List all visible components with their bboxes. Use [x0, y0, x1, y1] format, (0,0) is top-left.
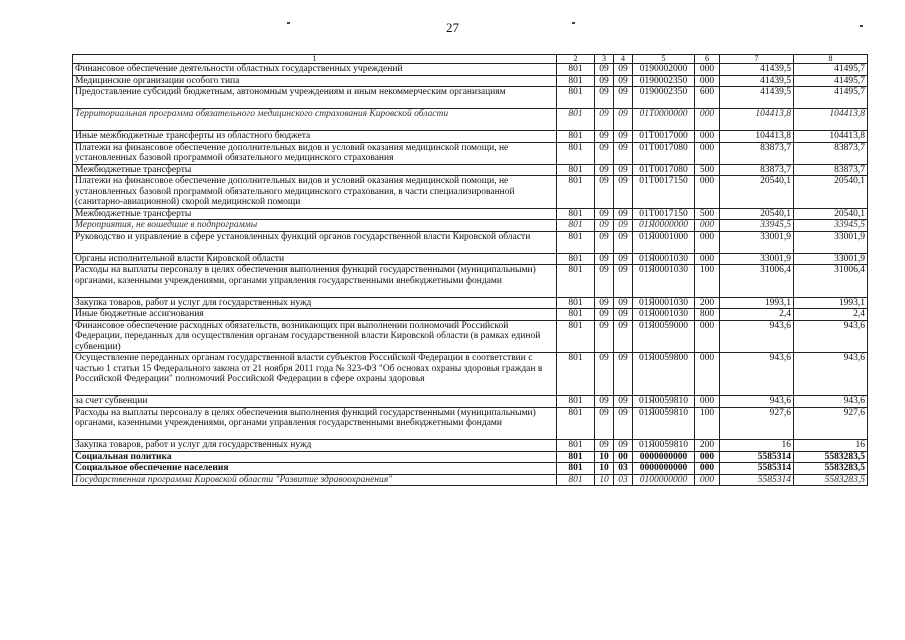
expense-type-cell: 100: [695, 265, 720, 298]
row-name-cell: Расходы на выплаты персоналу в целях обеспечения выполнения функций государственными (муниципальными) органами, казенными учреждениями, органами управления государственными внебюджетными фондами: [73, 407, 557, 440]
row-name-cell: Межбюджетные трансферты: [73, 208, 557, 220]
expense-type-cell: 000: [695, 220, 720, 232]
amount-year1-cell: 33945,5: [720, 220, 794, 232]
row-name-cell: Платежи на финансовое обеспечение дополнительных видов и условий оказания медицинской помощи, не установленных базовой программой обязательного медицинского страхования: [73, 142, 557, 164]
page-number: 27: [446, 20, 459, 35]
row-name-cell: Закупка товаров, работ и услуг для государственных нужд: [73, 297, 557, 309]
expense-type-cell: 000: [695, 253, 720, 265]
column-header: 5: [633, 55, 695, 64]
row-name-cell: за счет субвенции: [73, 396, 557, 408]
amount-year1-cell: 41439,5: [720, 75, 794, 87]
subsection-code-cell: 09: [614, 142, 633, 164]
amount-year2-cell: 41495,7: [794, 64, 868, 76]
row-name-cell: Территориальная программа обязательного медицинского страхования Кировской области: [73, 109, 557, 131]
column-header: 3: [595, 55, 614, 64]
amount-year1-cell: 41439,5: [720, 87, 794, 109]
subsection-code-cell: 09: [614, 176, 633, 209]
amount-year1-cell: 1993,1: [720, 297, 794, 309]
amount-year2-cell: 83873,7: [794, 164, 868, 176]
section-code-cell: 09: [595, 353, 614, 396]
row-name-cell: Иные бюджетные ассигнования: [73, 309, 557, 321]
amount-year2-cell: 31006,4: [794, 265, 868, 298]
table-row: [73, 353, 868, 396]
department-code-cell: 801: [557, 463, 595, 475]
section-code-cell: 09: [595, 297, 614, 309]
target-article-cell: 01T0017150: [633, 176, 695, 209]
scan-dot: [287, 22, 290, 24]
amount-year1-cell: 41439,5: [720, 64, 794, 76]
section-code-cell: 10: [595, 451, 614, 463]
amount-year1-cell: 943,6: [720, 396, 794, 408]
target-article-cell: 01Я0059810: [633, 407, 695, 440]
subsection-code-cell: 09: [614, 297, 633, 309]
table-body: [73, 55, 868, 486]
subsection-code-cell: 03: [614, 474, 633, 486]
amount-year1-cell: 5585314: [720, 451, 794, 463]
section-code-cell: 10: [595, 474, 614, 486]
amount-year1-cell: 943,6: [720, 320, 794, 353]
department-code-cell: 801: [557, 208, 595, 220]
target-article-cell: 01Я0059810: [633, 396, 695, 408]
department-code-cell: 801: [557, 353, 595, 396]
amount-year1-cell: 943,6: [720, 353, 794, 396]
expense-type-cell: 000: [695, 64, 720, 76]
section-code-cell: 09: [595, 440, 614, 452]
subsection-code-cell: 09: [614, 253, 633, 265]
amount-year2-cell: 5583283,5: [794, 474, 868, 486]
amount-year2-cell: 20540,1: [794, 176, 868, 209]
subsection-code-cell: 03: [614, 463, 633, 475]
column-header: 2: [557, 55, 595, 64]
row-name-cell: Руководство и управление в сфере установленных функций органов государственной власти Кировской области: [73, 231, 557, 253]
subsection-code-cell: 09: [614, 407, 633, 440]
target-article-cell: 01T0017080: [633, 142, 695, 164]
amount-year2-cell: 943,6: [794, 353, 868, 396]
section-code-cell: 09: [595, 176, 614, 209]
target-article-cell: 01T0000000: [633, 109, 695, 131]
subsection-code-cell: 09: [614, 164, 633, 176]
section-code-cell: 09: [595, 396, 614, 408]
subsection-code-cell: 09: [614, 220, 633, 232]
row-name-cell: Социальная политика: [73, 451, 557, 463]
amount-year2-cell: 5583283,5: [794, 463, 868, 475]
subsection-code-cell: 00: [614, 451, 633, 463]
column-header: 8: [794, 55, 868, 64]
section-code-cell: 09: [595, 320, 614, 353]
row-name-cell: Органы исполнительной власти Кировской области: [73, 253, 557, 265]
amount-year2-cell: 943,6: [794, 396, 868, 408]
row-name-cell: Осуществление переданных органам государственной власти субъектов Российской Федерации в соответствии с частью 1 статьи 15 Федерального закона от 21 ноября 2011 года № 323-ФЗ "Об основах охраны здоровья граждан в Российской Федерации" полномочий Российской Федерации в сфере охраны здоровья: [73, 353, 557, 396]
expense-type-cell: 200: [695, 297, 720, 309]
column-header: 7: [720, 55, 794, 64]
subsection-code-cell: 09: [614, 265, 633, 298]
table-row: [73, 407, 868, 440]
row-name-cell: Финансовое обеспечение деятельности областных государственных учреждений: [73, 64, 557, 76]
table-row: [73, 253, 868, 265]
amount-year2-cell: 1993,1: [794, 297, 868, 309]
amount-year1-cell: 33001,9: [720, 231, 794, 253]
expense-type-cell: 000: [695, 75, 720, 87]
expense-type-cell: 000: [695, 463, 720, 475]
expense-type-cell: 000: [695, 451, 720, 463]
table-row: [73, 440, 868, 452]
amount-year1-cell: 31006,4: [720, 265, 794, 298]
amount-year2-cell: 5583283,5: [794, 451, 868, 463]
target-article-cell: 01Я0000000: [633, 220, 695, 232]
amount-year1-cell: 927,6: [720, 407, 794, 440]
amount-year2-cell: 83873,7: [794, 142, 868, 164]
row-name-cell: Социальное обеспечение населения: [73, 463, 557, 475]
department-code-cell: 801: [557, 320, 595, 353]
subsection-code-cell: 09: [614, 440, 633, 452]
amount-year2-cell: 33001,9: [794, 231, 868, 253]
department-code-cell: 801: [557, 131, 595, 143]
section-code-cell: 09: [595, 265, 614, 298]
section-code-cell: 09: [595, 407, 614, 440]
target-article-cell: 01Я0059810: [633, 440, 695, 452]
column-header: 4: [614, 55, 633, 64]
section-code-cell: 09: [595, 309, 614, 321]
table-row: [73, 451, 868, 463]
amount-year1-cell: 20540,1: [720, 208, 794, 220]
table-row: [73, 463, 868, 475]
section-code-cell: 09: [595, 75, 614, 87]
row-name-cell: Предоставление субсидий бюджетным, автономным учреждениям и иным некоммерческим организациям: [73, 87, 557, 109]
column-header-row: [73, 55, 868, 64]
scan-dot: [572, 22, 575, 24]
department-code-cell: 801: [557, 440, 595, 452]
amount-year2-cell: 104413,8: [794, 109, 868, 131]
target-article-cell: 0000000000: [633, 463, 695, 475]
subsection-code-cell: 09: [614, 109, 633, 131]
section-code-cell: 09: [595, 64, 614, 76]
column-header: 1: [73, 55, 557, 64]
department-code-cell: 801: [557, 75, 595, 87]
amount-year2-cell: 33001,9: [794, 253, 868, 265]
section-code-cell: 09: [595, 231, 614, 253]
table-row: [73, 309, 868, 321]
row-name-cell: Финансовое обеспечение расходных обязательств, возникающих при выполнении полномочий Российской Федерации, переданных для осуществления органам государственной власти Кировской области (в рамках единой субвенции): [73, 320, 557, 353]
amount-year2-cell: 20540,1: [794, 208, 868, 220]
amount-year2-cell: 41495,7: [794, 87, 868, 109]
target-article-cell: 01Я0001000: [633, 231, 695, 253]
table-row: [73, 265, 868, 298]
target-article-cell: 01Я0001030: [633, 297, 695, 309]
table-row: [73, 320, 868, 353]
department-code-cell: 801: [557, 176, 595, 209]
row-name-cell: Государственная программа Кировской области "Развитие здравоохранения": [73, 474, 557, 486]
amount-year1-cell: 83873,7: [720, 142, 794, 164]
amount-year2-cell: 41495,7: [794, 75, 868, 87]
subsection-code-cell: 09: [614, 75, 633, 87]
department-code-cell: 801: [557, 265, 595, 298]
row-name-cell: Платежи на финансовое обеспечение дополнительных видов и условий оказания медицинской помощи, не установленных базовой программой обязательного медицинского страхования, в части специализированной (санитарно-авиационной) скорой медицинской помощи: [73, 176, 557, 209]
expense-type-cell: 000: [695, 231, 720, 253]
row-name-cell: Иные межбюджетные трансферты из областного бюджета: [73, 131, 557, 143]
amount-year1-cell: 2,4: [720, 309, 794, 321]
target-article-cell: 01Я0001030: [633, 265, 695, 298]
table-row: [73, 220, 868, 232]
table-row: [73, 109, 868, 131]
target-article-cell: 01Я0059800: [633, 353, 695, 396]
expense-type-cell: 100: [695, 407, 720, 440]
amount-year1-cell: 5585314: [720, 474, 794, 486]
expense-type-cell: 000: [695, 320, 720, 353]
target-article-cell: 01T0017080: [633, 164, 695, 176]
table-row: [73, 208, 868, 220]
section-code-cell: 09: [595, 220, 614, 232]
table-row: [73, 474, 868, 486]
table-row: [73, 64, 868, 76]
expense-type-cell: 000: [695, 353, 720, 396]
table-row: [73, 396, 868, 408]
subsection-code-cell: 09: [614, 320, 633, 353]
subsection-code-cell: 09: [614, 64, 633, 76]
section-code-cell: 10: [595, 463, 614, 475]
expense-type-cell: 600: [695, 87, 720, 109]
table-row: [73, 164, 868, 176]
section-code-cell: 09: [595, 109, 614, 131]
amount-year2-cell: 16: [794, 440, 868, 452]
amount-year2-cell: 104413,8: [794, 131, 868, 143]
row-name-cell: Расходы на выплаты персоналу в целях обеспечения выполнения функций государственными (муниципальными) органами, казенными учреждениями, органами управления государственными внебюджетными фондами: [73, 265, 557, 298]
amount-year1-cell: 33001,9: [720, 253, 794, 265]
target-article-cell: 0100000000: [633, 474, 695, 486]
amount-year2-cell: 2,4: [794, 309, 868, 321]
department-code-cell: 801: [557, 297, 595, 309]
expense-type-cell: 800: [695, 309, 720, 321]
section-code-cell: 09: [595, 131, 614, 143]
amount-year1-cell: 5585314: [720, 463, 794, 475]
table-row: [73, 297, 868, 309]
department-code-cell: 801: [557, 220, 595, 232]
expense-type-cell: 000: [695, 176, 720, 209]
department-code-cell: 801: [557, 164, 595, 176]
section-code-cell: 09: [595, 208, 614, 220]
department-code-cell: 801: [557, 451, 595, 463]
table-row: [73, 87, 868, 109]
target-article-cell: 0000000000: [633, 451, 695, 463]
amount-year1-cell: 104413,8: [720, 131, 794, 143]
row-name-cell: Закупка товаров, работ и услуг для государственных нужд: [73, 440, 557, 452]
amount-year2-cell: 33945,5: [794, 220, 868, 232]
subsection-code-cell: 09: [614, 131, 633, 143]
target-article-cell: 01Я0001030: [633, 309, 695, 321]
expense-type-cell: 000: [695, 142, 720, 164]
expense-type-cell: 500: [695, 164, 720, 176]
subsection-code-cell: 09: [614, 309, 633, 321]
expense-type-cell: 200: [695, 440, 720, 452]
target-article-cell: 01Я0001030: [633, 253, 695, 265]
subsection-code-cell: 09: [614, 87, 633, 109]
department-code-cell: 801: [557, 474, 595, 486]
row-name-cell: Мероприятия, не вошедшие в подпрограммы: [73, 220, 557, 232]
table-row: [73, 131, 868, 143]
amount-year2-cell: 927,6: [794, 407, 868, 440]
department-code-cell: 801: [557, 87, 595, 109]
target-article-cell: 01Я0059000: [633, 320, 695, 353]
subsection-code-cell: 09: [614, 208, 633, 220]
department-code-cell: 801: [557, 309, 595, 321]
target-article-cell: 0190002350: [633, 75, 695, 87]
expense-type-cell: 000: [695, 474, 720, 486]
subsection-code-cell: 09: [614, 396, 633, 408]
expense-type-cell: 000: [695, 396, 720, 408]
row-name-cell: Медицинские организации особого типа: [73, 75, 557, 87]
amount-year1-cell: 16: [720, 440, 794, 452]
target-article-cell: 0190002000: [633, 64, 695, 76]
table-row: [73, 176, 868, 209]
expense-type-cell: 000: [695, 109, 720, 131]
department-code-cell: 801: [557, 407, 595, 440]
section-code-cell: 09: [595, 87, 614, 109]
target-article-cell: 01T0017000: [633, 131, 695, 143]
section-code-cell: 09: [595, 253, 614, 265]
subsection-code-cell: 09: [614, 353, 633, 396]
section-code-cell: 09: [595, 164, 614, 176]
column-header: 6: [695, 55, 720, 64]
department-code-cell: 801: [557, 64, 595, 76]
scan-dot: [860, 25, 863, 27]
department-code-cell: 801: [557, 142, 595, 164]
table-row: [73, 142, 868, 164]
row-name-cell: Межбюджетные трансферты: [73, 164, 557, 176]
department-code-cell: 801: [557, 396, 595, 408]
amount-year1-cell: 20540,1: [720, 176, 794, 209]
department-code-cell: 801: [557, 109, 595, 131]
subsection-code-cell: 09: [614, 231, 633, 253]
target-article-cell: 01T0017150: [633, 208, 695, 220]
amount-year1-cell: 83873,7: [720, 164, 794, 176]
department-code-cell: 801: [557, 253, 595, 265]
expense-type-cell: 000: [695, 131, 720, 143]
target-article-cell: 0190002350: [633, 87, 695, 109]
amount-year2-cell: 943,6: [794, 320, 868, 353]
department-code-cell: 801: [557, 231, 595, 253]
amount-year1-cell: 104413,8: [720, 109, 794, 131]
table-row: [73, 75, 868, 87]
expense-type-cell: 500: [695, 208, 720, 220]
section-code-cell: 09: [595, 142, 614, 164]
table-row: [73, 231, 868, 253]
budget-table: [72, 54, 868, 486]
